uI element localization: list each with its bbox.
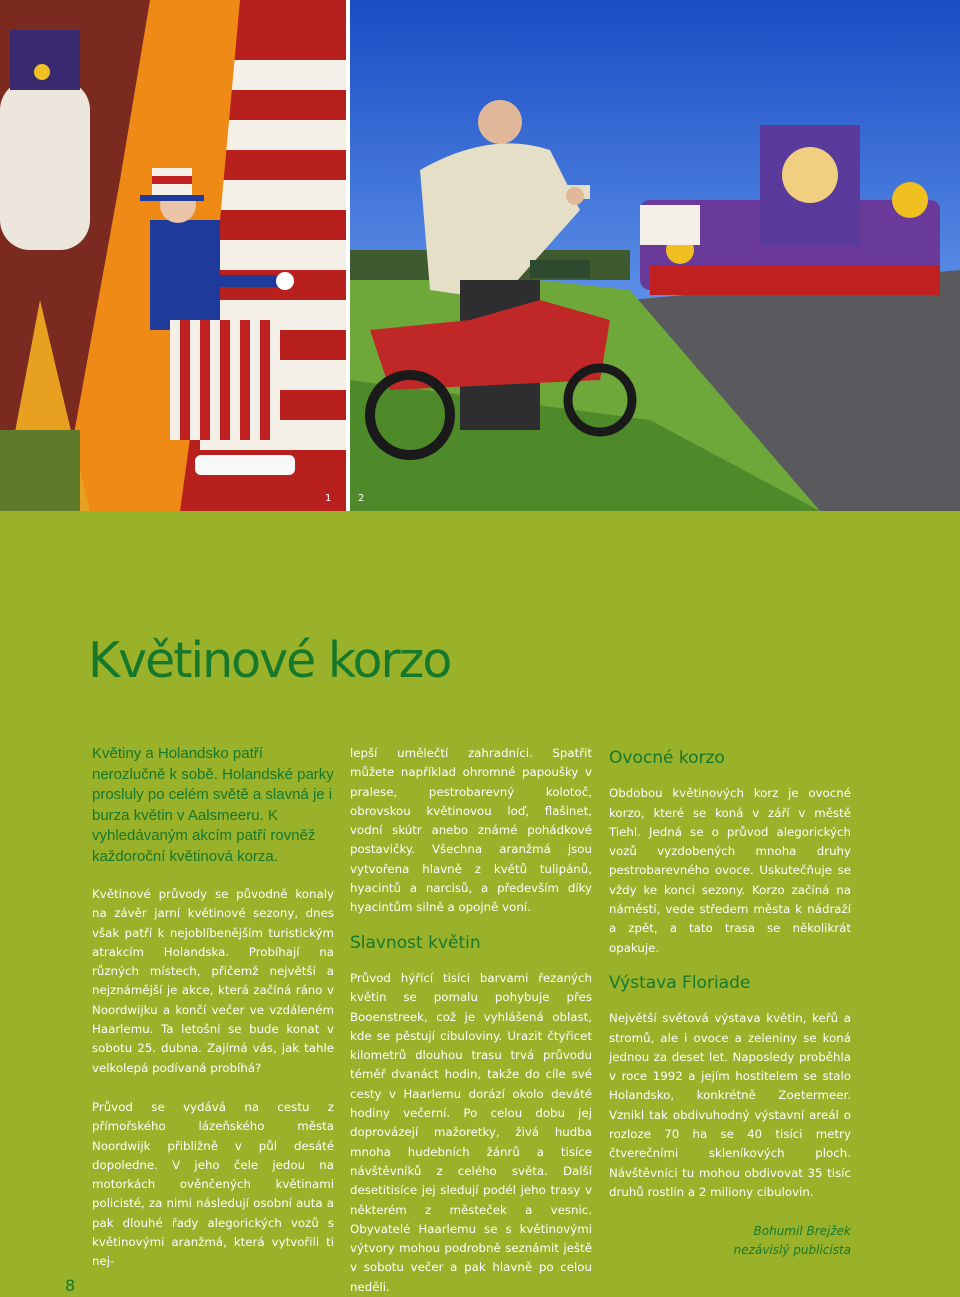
photo-uncle-sam-float bbox=[0, 0, 346, 511]
page-number: 8 bbox=[65, 1276, 76, 1295]
column-2 bbox=[350, 744, 592, 1297]
photo-moped-parade bbox=[350, 0, 960, 511]
column-3 bbox=[609, 744, 851, 1260]
paragraph-1: Květinové průvody se původně konaly na závěr jarní květinové sezony, dnes však patří k nejoblíbenějším turistickým atrakcím Holandska. Probíhají na různých místech, přičemž největší a nejznámější je akce, která začíná ráno v Noordwijku a končí večer ve vzdáleném Haarlemu. Ta letošní se bude konat v sobotu 25. dubna. Zajímá vás, jak tahle velkolepá podívaná probíhá? bbox=[92, 887, 334, 1075]
heading-ovocne-korzo: Ovocné korzo bbox=[609, 748, 725, 768]
photo-number-2: 2 bbox=[358, 493, 365, 504]
paragraph-3: lepší umělečtí zahradníci. Spatřit můžete například ohromné papoušky v pralese, pestrobarevný kolotoč, obrovskou květinovou loď, flašinet, vodní skútr anebo známé pohádkové postavičky. Všechna aranžmá jsou vytvořena hlavně z květů tulipánů, hyacintů a narcisů, a především díky hyacintům silně a opojně voní. bbox=[350, 746, 592, 915]
column-1 bbox=[92, 744, 334, 1272]
heading-slavnost: Slavnost květin bbox=[350, 932, 481, 953]
article-title: Květinové korzo bbox=[88, 632, 451, 689]
photo-number-1: 1 bbox=[325, 493, 332, 504]
author-name: Bohumil Brejžek bbox=[753, 1224, 851, 1239]
article-lead: Květiny a Holandsko patří nerozlučně k sobě. Holandské parky prosluly po celém světě a slavná je i burza květin v Aalsmeeru. K vyhledávaným akcím patří rovněž každoroční květinová korza. bbox=[92, 745, 334, 865]
paragraph-6: Největší světová výstava květin, keřů a stromů, ale i ovoce a zeleniny se koná jednou za deset let. Naposledy proběhla v roce 1992 a jejím hostitelem se stalo Holandsko, konkrétně Zoetermeer. Vznikl tak obdivuhodný výstavní areál o rozloze 70 ha se 40 tisíci metry čtverečními skleníkových ploch. Návštěvníci tu mohou obdivovat 35 tisíc druhů rostlin a 2 miliony cibulovin. bbox=[609, 1011, 851, 1199]
author-role: nezávislý publicista bbox=[733, 1243, 851, 1258]
paragraph-4: Průvod hýřící tisíci barvami řezaných květin se pomalu pohybuje přes Booenstreek, což je vyhlášená oblast, kde se pěstují cibuloviny. Urazit čtyřicet kilometrů dlouhou trasu trvá průvodu téměř dvanáct hodin, takže do cíle své cesty v Haarlemu dorází okolo deváté hodiny večerní. Po celou dobu jej doprovázejí mažoretky, živá hudba mnoha hudebních žánrů a tisíce návštěvníků z celého světa. Další desetitisíce jej sledují podél jeho trasy v některém z městeček a vesnic. Obyvatelé Haarlemu se s květinovými výtvory mohou podrobně seznámit ještě v sobotu večer a pak hlavně po celou neděli. bbox=[350, 970, 592, 1294]
author-credit bbox=[609, 1222, 851, 1260]
paragraph-5: Obdobou květinových korz je ovocné korzo, které se koná v září v městě Tiehl. Jedná se o průvod alegorických vozů vyzdobených mnoha druhy pestrobarevného ovoce. Uskutečňuje se vždy ke konci sezony. Korzo začíná na náměstí, vede středem města k nádraží a zpět, a tato trasa se několikrát opakuje. bbox=[609, 786, 851, 955]
heading-floriade: Výstava Floriade bbox=[609, 972, 751, 993]
paragraph-2: Průvod se vydává na cestu z přímořského lázeňského města Noordwijk přibližně v půl desáté dopoledne. V jeho čele jedou na motorkách ověnčených květinami policisté, za nimi následují osobní auta a pak dlouhé řady alegorických vozů s květinovými aranžmá, která vytvořili ti nej- bbox=[92, 1099, 334, 1269]
